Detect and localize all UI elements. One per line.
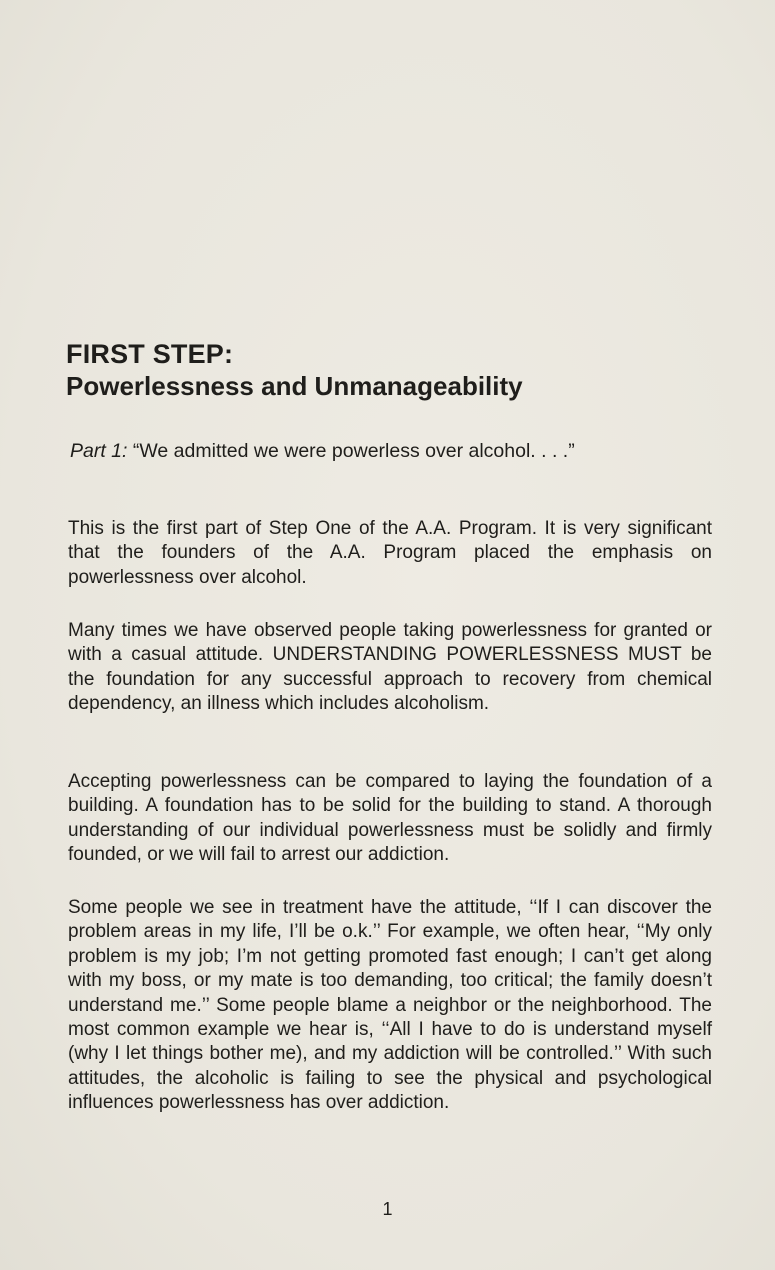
part-line [70,438,575,464]
paragraph-2: Many times we have observed people taking powerlessness for granted or with a casual attitude. UNDERSTANDING POWERLESSNESS MUST be the foundation for any successful approach to recovery from chemical dependency, an illness which includes alcoholism. [68,620,712,715]
chapter-heading [66,338,726,402]
part-label: Part 1: [70,440,128,462]
page-number: 1 [382,1199,393,1219]
paragraph-3: Accepting powerlessness can be compared to laying the foundation of a building. A foundation has to be solid for the building to stand. A thorough understanding of our individual powerlessness must be solidly and firmly founded, or we will fail to arrest our addiction. [68,771,712,866]
paragraph-4: Some people we see in treatment have the attitude, ‘‘If I can discover the problem areas in my life, I’ll be o.k.’’ For example, we often hear, ‘‘My only problem is my job; I’m not getting promoted fast enough; I can’t get along with my boss, or my mate is too demanding, too critical; the family doesn’t understand me.’’ Some people blame a neighbor or the neighborhood. The most common example we hear is, ‘‘All I have to do is understand myself (why I let things bother me), and my addiction will be controlled.’’ With such attitudes, the alcoholic is failing to see the physical and psychological influences powerlessness has over addiction. [68,897,712,1114]
chapter-subtitle: Powerlessness and Unmanageability [66,371,523,401]
part-quote: “We admitted we were powerless over alcohol. . . .” [132,440,575,462]
chapter-title: FIRST STEP: [66,339,234,369]
paragraph-1: This is the first part of Step One of the A.A. Program. It is very significant that the founders of the A.A. Program placed the emphasis on powerlessness over alcohol. [68,518,712,588]
